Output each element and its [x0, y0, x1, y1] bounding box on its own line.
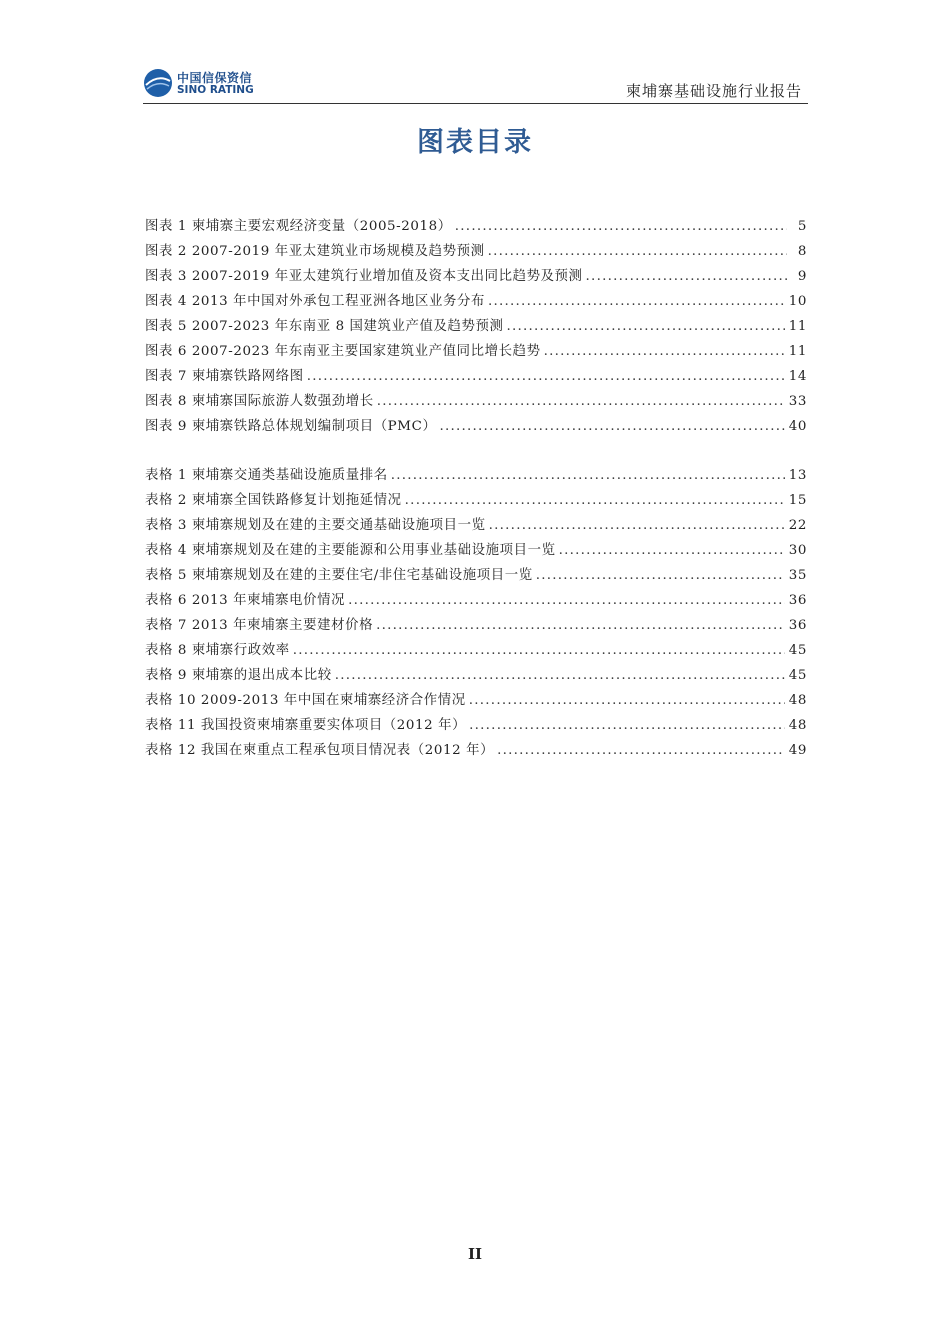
dot-leader	[391, 463, 785, 488]
dot-leader	[536, 563, 785, 588]
toc-entry-page: 45	[788, 668, 807, 683]
toc-entry-page: 9	[797, 269, 807, 284]
toc-entry-figure-8[interactable]	[145, 389, 807, 414]
sino-rating-logo-icon	[143, 68, 173, 98]
toc-entry-figure-3[interactable]	[145, 264, 807, 289]
toc-entry-table-12[interactable]	[145, 738, 807, 763]
toc-entry-label: 表格 1 柬埔寨交通类基础设施质量排名	[145, 468, 388, 483]
toc-entry-page: 11	[788, 319, 807, 334]
toc-entry-label: 表格 6 2013 年柬埔寨电价情况	[145, 593, 346, 608]
toc-entry-label: 图表 3 2007-2019 年亚太建筑行业增加值及资本支出同比趋势及预测	[145, 269, 583, 284]
toc-entry-label: 表格 7 2013 年柬埔寨主要建材价格	[145, 618, 374, 633]
dot-leader	[559, 538, 785, 563]
toc-entry-page: 36	[788, 618, 807, 633]
dot-leader	[488, 239, 787, 264]
dot-leader	[335, 663, 785, 688]
toc-entry-page: 11	[788, 344, 807, 359]
table-of-figures	[145, 214, 807, 763]
dot-leader	[586, 264, 787, 289]
toc-entry-table-10[interactable]	[145, 688, 807, 713]
dot-leader	[405, 488, 785, 513]
toc-entry-page: 48	[788, 693, 807, 708]
toc-entry-page: 30	[788, 543, 807, 558]
toc-entry-label: 表格 8 柬埔寨行政效率	[145, 643, 290, 658]
toc-entry-table-6[interactable]	[145, 588, 807, 613]
toc-entry-page: 33	[788, 394, 807, 409]
toc-entry-label: 图表 7 柬埔寨铁路网络图	[145, 369, 304, 384]
toc-entry-label: 表格 10 2009-2013 年中国在柬埔寨经济合作情况	[145, 693, 466, 708]
toc-entry-label: 表格 11 我国投资柬埔寨重要实体项目（2012 年）	[145, 718, 467, 733]
toc-entry-page: 8	[797, 244, 807, 259]
toc-entry-table-4[interactable]	[145, 538, 807, 563]
toc-entry-table-3[interactable]	[145, 513, 807, 538]
toc-entry-page: 40	[788, 419, 807, 434]
toc-entry-label: 表格 12 我国在柬重点工程承包项目情况表（2012 年）	[145, 743, 495, 758]
toc-entry-label: 图表 2 2007-2019 年亚太建筑业市场规模及趋势预测	[145, 244, 485, 259]
toc-entry-table-7[interactable]	[145, 613, 807, 638]
toc-entry-table-2[interactable]	[145, 488, 807, 513]
toc-entry-table-11[interactable]	[145, 713, 807, 738]
dot-leader	[489, 513, 785, 538]
dot-leader	[506, 314, 784, 339]
toc-entry-label: 表格 2 柬埔寨全国铁路修复计划拖延情况	[145, 493, 402, 508]
dot-leader	[469, 713, 785, 738]
sino-rating-logo	[143, 68, 263, 100]
toc-entry-label: 表格 4 柬埔寨规划及在建的主要能源和公用事业基础设施项目一览	[145, 543, 556, 558]
toc-entry-page: 35	[788, 568, 807, 583]
toc-entry-figure-7[interactable]	[145, 364, 807, 389]
toc-entry-label: 图表 5 2007-2023 年东南亚 8 国建筑业产值及趋势预测	[145, 319, 504, 334]
dot-leader	[307, 364, 785, 389]
toc-entry-table-9[interactable]	[145, 663, 807, 688]
toc-entry-page: 13	[788, 468, 807, 483]
dot-leader	[497, 738, 785, 763]
dot-leader	[455, 214, 787, 239]
toc-entry-figure-6[interactable]	[145, 339, 807, 364]
toc-entry-page: 15	[788, 493, 807, 508]
dot-leader	[469, 688, 785, 713]
dot-leader	[293, 638, 785, 663]
dot-leader	[376, 613, 785, 638]
dot-leader	[377, 389, 785, 414]
toc-entry-label: 表格 9 柬埔寨的退出成本比较	[145, 668, 332, 683]
toc-entry-page: 22	[788, 518, 807, 533]
toc-entry-figure-2[interactable]	[145, 239, 807, 264]
toc-entry-figure-4[interactable]	[145, 289, 807, 314]
page-title: 图表目录	[417, 127, 533, 158]
toc-entry-page: 5	[797, 219, 807, 234]
section-spacer	[145, 439, 807, 463]
toc-entry-label: 表格 5 柬埔寨规划及在建的主要住宅/非住宅基础设施项目一览	[145, 568, 533, 583]
dot-leader	[348, 588, 785, 613]
dot-leader	[544, 339, 785, 364]
toc-entry-page: 36	[788, 593, 807, 608]
toc-entry-table-1[interactable]	[145, 463, 807, 488]
report-title: 柬埔寨基础设施行业报告	[625, 82, 802, 100]
page-number: II	[467, 1245, 483, 1263]
toc-entry-page: 14	[788, 369, 807, 384]
dot-leader	[439, 414, 784, 439]
toc-entry-figure-5[interactable]	[145, 314, 807, 339]
dot-leader	[488, 289, 785, 314]
toc-entry-figure-1[interactable]	[145, 214, 807, 239]
toc-entry-label: 表格 3 柬埔寨规划及在建的主要交通基础设施项目一览	[145, 518, 486, 533]
toc-entry-page: 49	[788, 743, 807, 758]
toc-entry-label: 图表 9 柬埔寨铁路总体规划编制项目（PMC）	[145, 419, 437, 434]
toc-entry-page: 45	[788, 643, 807, 658]
toc-entry-table-8[interactable]	[145, 638, 807, 663]
toc-entry-page: 48	[788, 718, 807, 733]
toc-entry-figure-9[interactable]	[145, 414, 807, 439]
toc-entry-label: 图表 4 2013 年中国对外承包工程亚洲各地区业务分布	[145, 294, 485, 309]
toc-entry-label: 图表 1 柬埔寨主要宏观经济变量（2005-2018）	[145, 219, 452, 234]
toc-entry-label: 图表 6 2007-2023 年东南亚主要国家建筑业产值同比增长趋势	[145, 344, 541, 359]
page-header	[143, 66, 808, 104]
logo-english-text: SINO RATING	[177, 84, 254, 96]
toc-entry-page: 10	[788, 294, 807, 309]
toc-entry-label: 图表 8 柬埔寨国际旅游人数强劲增长	[145, 394, 374, 409]
toc-entry-table-5[interactable]	[145, 563, 807, 588]
logo-chinese-text: 中国信保资信	[177, 71, 253, 85]
